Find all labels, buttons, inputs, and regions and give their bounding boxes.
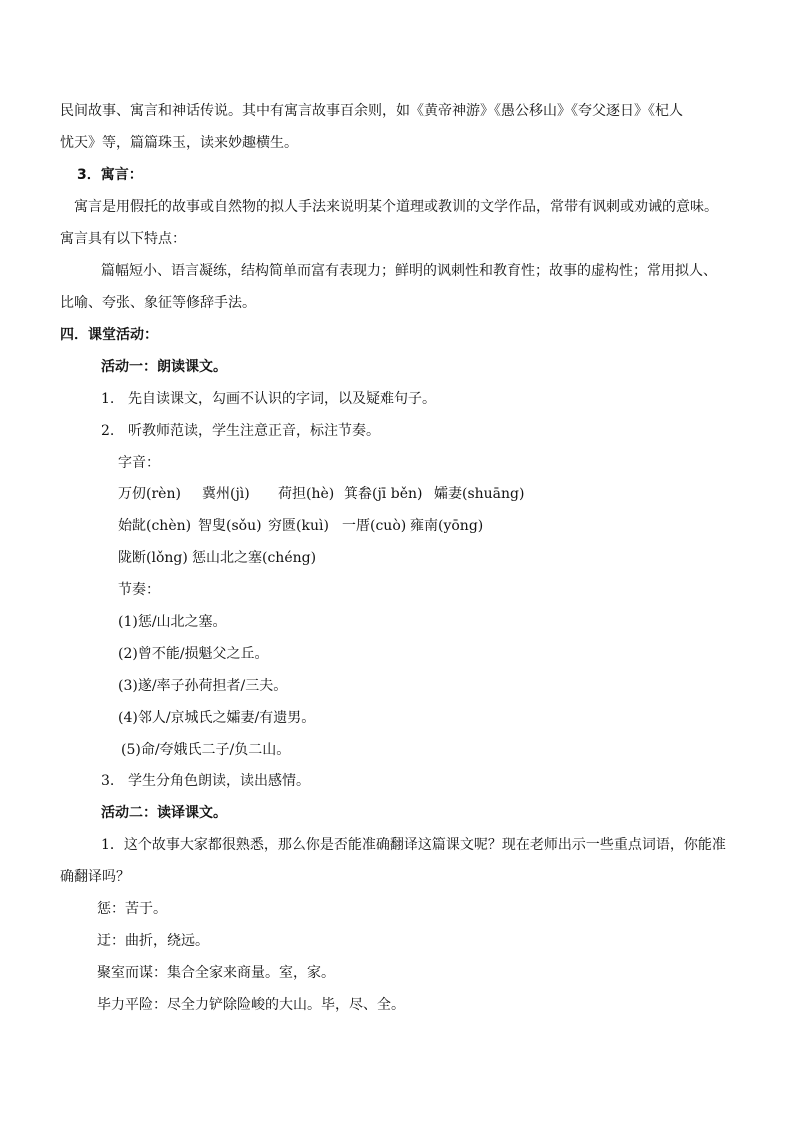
step-2-number: 2. [101,423,115,439]
pronunciation-item: 穷匮(kuì) [268,518,329,534]
step-2-text: 听教师范读，学生注意正音，标注节奏。 [128,423,380,439]
pronunciation-item: 雍南(yōng) [410,518,484,534]
section-3-heading: 3．寓言： [77,167,143,183]
pronunciation-item: 孀妻(shuāng) [434,486,525,502]
rhythm-item: (3)遂/率子孙荷担者/三夫。 [118,678,288,694]
vocab-term: 聚室而谋：集合全家来商量。室，家。 [97,965,335,981]
pronunciation-item: 惩山北之塞(chéng) [192,550,317,566]
fable-definition-line-2: 寓言具有以下特点： [60,231,186,247]
section-4-heading: 四．课堂活动： [60,327,158,343]
step-3-number: 3. [101,773,115,789]
intro-line-1: 民间故事、寓言和神话传说。其中有寓言故事百余则，如《黄帝神游》《愚公移山》《夸父逐日》《杞人 [60,103,683,119]
step-3-text: 学生分角色朗读，读出感情。 [128,773,310,789]
step-1-number: 1. [101,391,115,407]
fable-features-line-1: 篇幅短小、语言凝练，结构简单而富有表现力；鲜明的讽刺性和教育性；故事的虚构性；常用拟人、 [101,263,717,279]
step-1-text: 先自读课文，勾画不认识的字词，以及疑难句子。 [128,391,436,407]
rhythm-item: (4)邻人/京城氏之孀妻/有遗男。 [118,710,316,726]
intro-line-2: 忧天》等，篇篇珠玉，读来妙趣横生。 [60,135,298,151]
activity-2-title: 活动二：读译课文。 [101,805,227,821]
pronunciation-item: 冀州(jì) [202,486,250,502]
pronunciation-item: 一厝(cuò) [342,518,407,534]
vocab-term: 毕力平险：尽全力铲除险峻的大山。毕，尽、全。 [97,997,405,1013]
pronunciation-item: 智叟(sǒu) [198,518,262,534]
pronunciation-item: 始龀(chèn) [118,518,192,534]
translation-question-line-2: 确翻译吗？ [60,869,130,885]
rhythm-item: (2)曾不能/损魁父之丘。 [118,646,269,662]
pronunciation-item: 万仞(rèn) [118,486,181,502]
rhythm-item: (1)惩/山北之塞。 [118,614,227,630]
pronunciation-item: 荷担(hè) [278,486,335,502]
pronunciation-label: 字音： [118,455,160,471]
rhythm-item: (5)命/夸娥氏二子/负二山。 [121,742,291,758]
vocab-term: 惩：苦于。 [97,901,167,917]
activity-1-title: 活动一：朗读课文。 [101,359,227,375]
rhythm-label: 节奏： [118,582,160,598]
pronunciation-item: 陇断(lǒng) [118,550,188,566]
translation-question-line-1: 1．这个故事大家都很熟悉，那么你是否能准确翻译这篇课文呢？现在老师出示一些重点词语，你能准 [101,837,726,853]
vocab-term: 迂：曲折，绕远。 [97,933,209,949]
fable-definition-line-1: 寓言是用假托的故事或自然物的拟人手法来说明某个道理或教训的文学作品，常带有讽刺或劝诫的意味。 [74,199,718,215]
pronunciation-item: 箕畚(jī běn) [344,486,423,502]
fable-features-line-2: 比喻、夸张、象征等修辞手法。 [60,295,256,311]
